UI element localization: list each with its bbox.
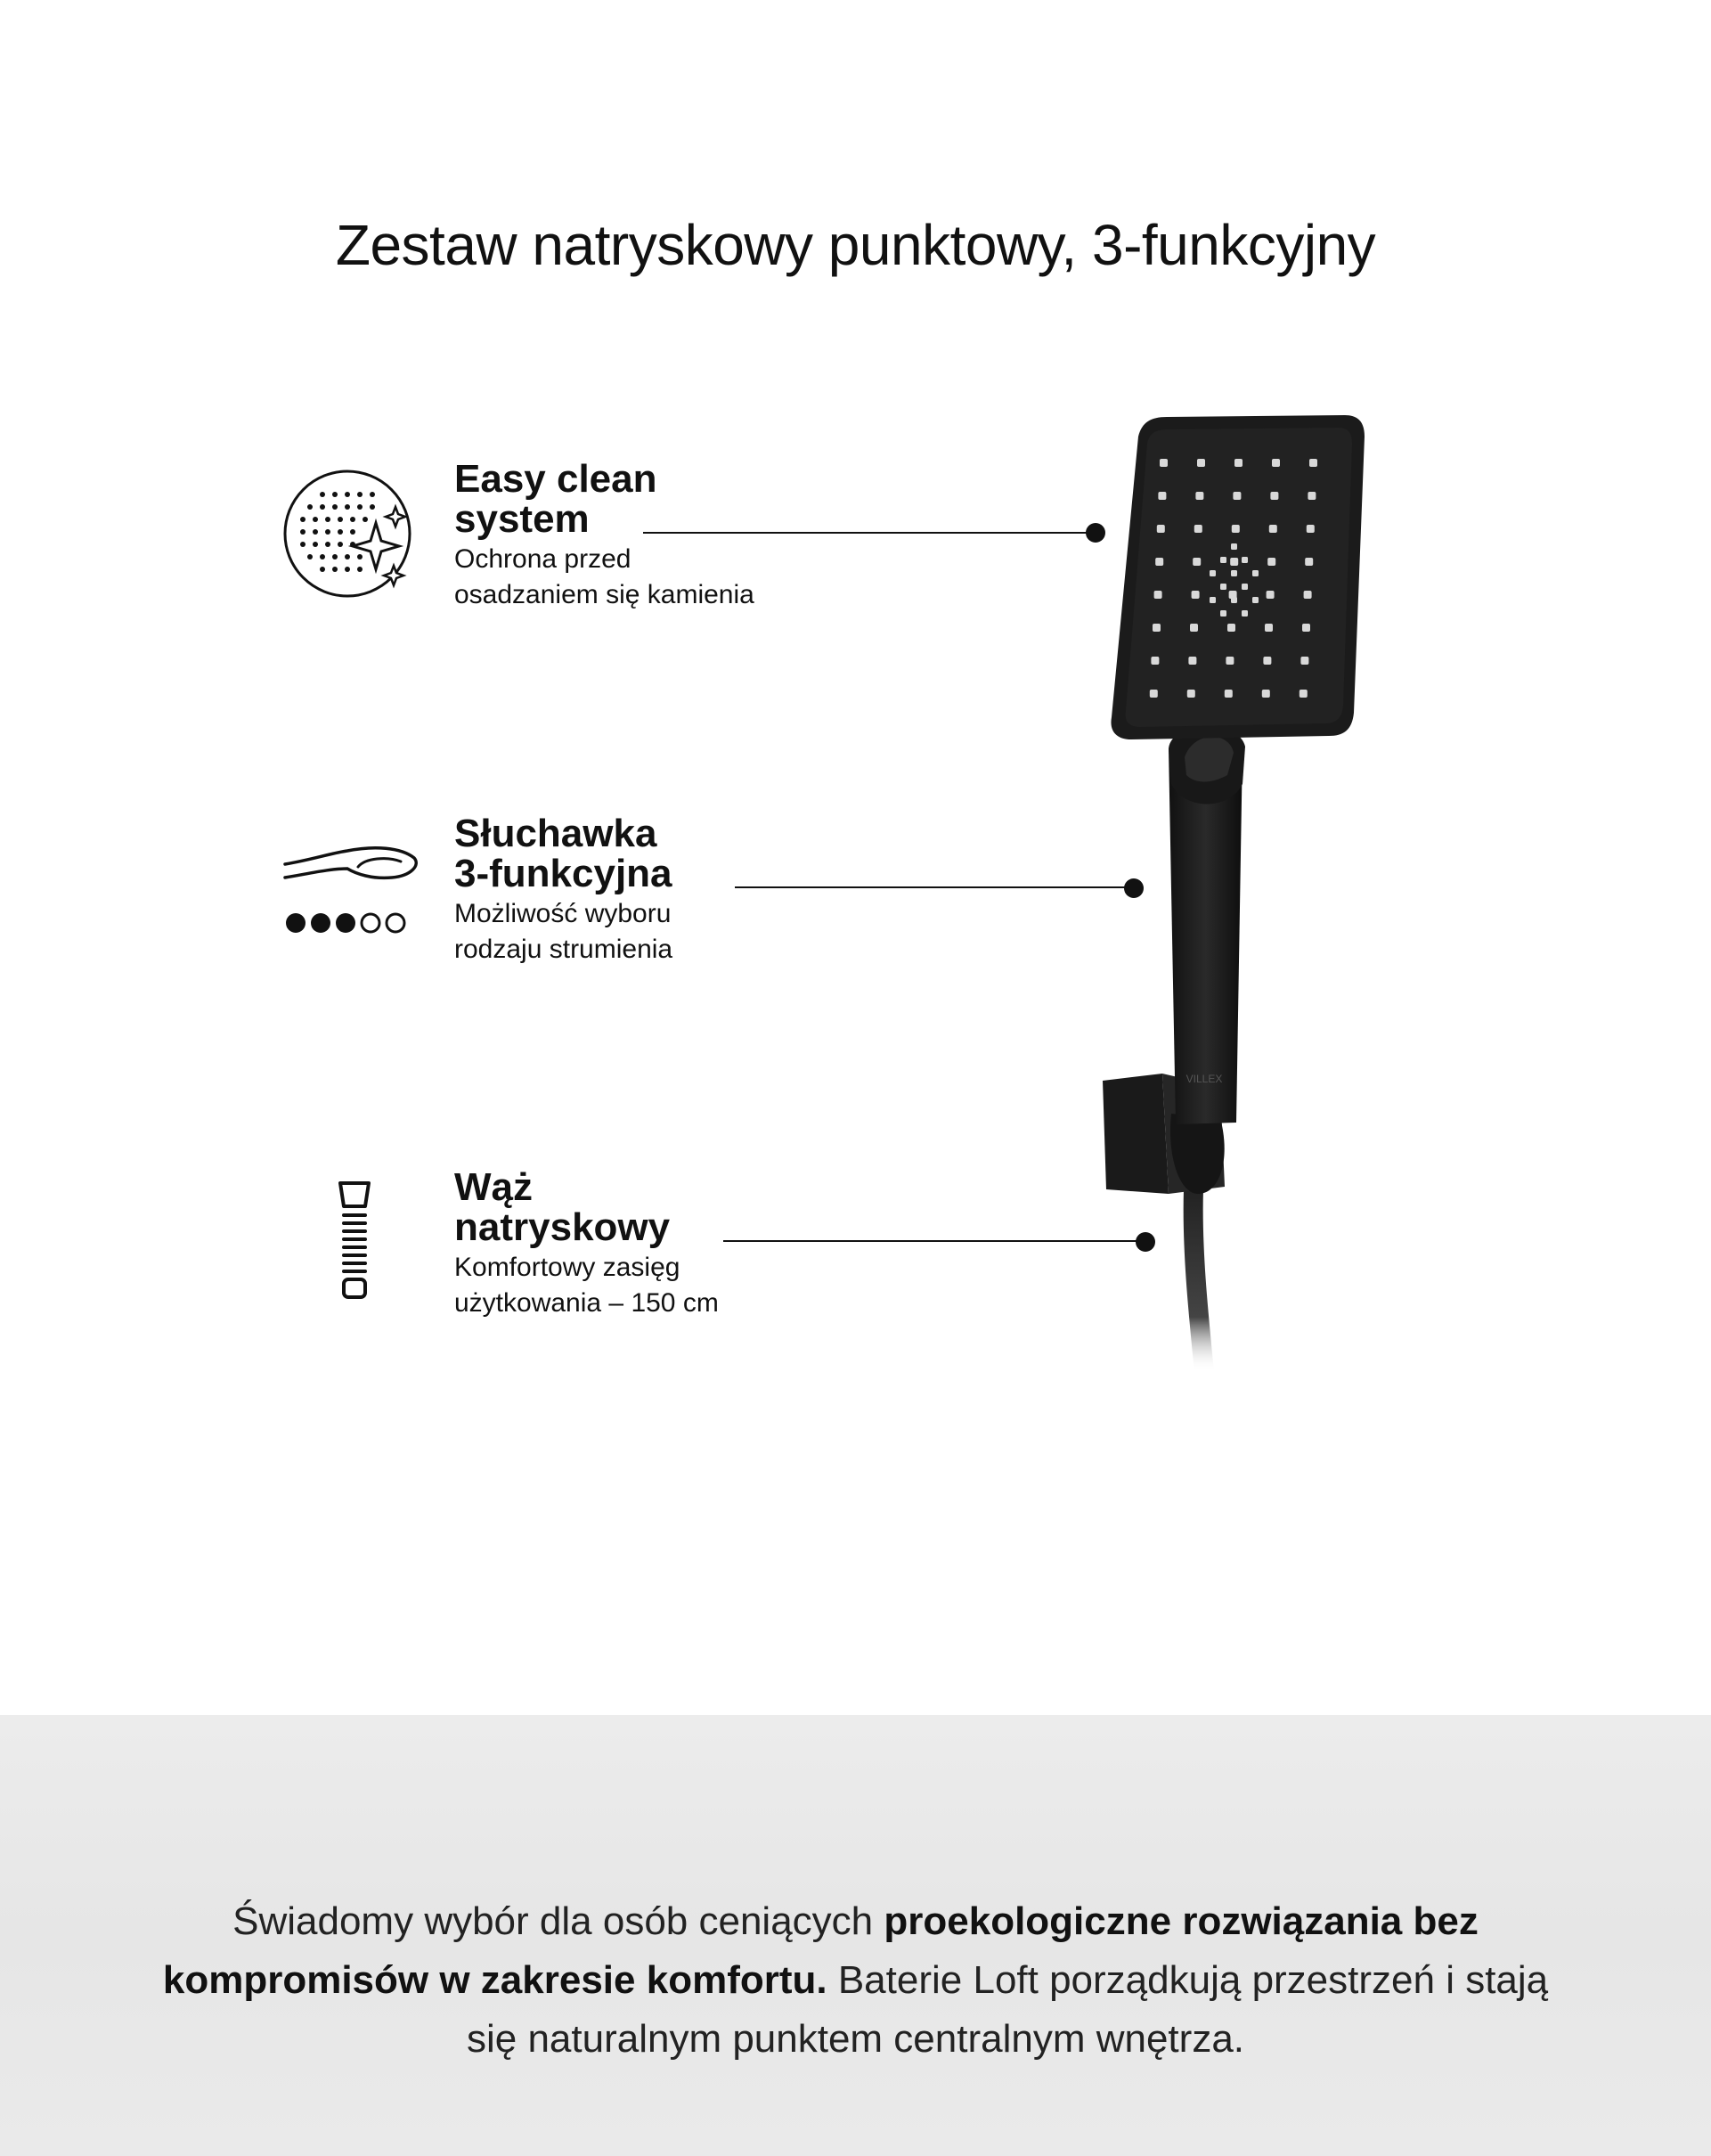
nozzle [1227, 624, 1235, 632]
feature-description [454, 896, 828, 968]
nozzle [1309, 459, 1317, 467]
feature-title-line: Słuchawka [454, 812, 657, 855]
nozzle [1233, 492, 1241, 500]
nozzle [1232, 525, 1240, 533]
nozzle [1188, 657, 1196, 665]
nozzle [1308, 492, 1316, 500]
nozzle [1220, 557, 1226, 563]
nozzle [1193, 558, 1201, 566]
nozzle [1210, 597, 1216, 603]
nozzle [1252, 597, 1259, 603]
tagline-paragraph [134, 1892, 1577, 2069]
nozzle [1267, 558, 1275, 566]
feature-description-line: Komfortowy zasięg [454, 1253, 680, 1282]
nozzle [1190, 624, 1198, 632]
nozzle [1269, 525, 1277, 533]
nozzle [1307, 525, 1315, 533]
feature-description-line: użytkowania – 150 cm [454, 1288, 719, 1318]
nozzle [1160, 459, 1168, 467]
feature-description-line: rodzaju strumienia [454, 935, 673, 964]
feature-description-line: osadzaniem się kamienia [454, 580, 754, 609]
feature-title [454, 1167, 739, 1247]
nozzle [1231, 597, 1237, 603]
tagline-text: Baterie Loft porządkują przestrzeń i stają się naturalnym punktem centralnym wnętrza. [466, 1958, 1549, 2061]
handshower-3-function-icon [276, 813, 419, 956]
feature-title [454, 813, 739, 894]
feature-title-line: 3-funkcyjna [454, 852, 672, 895]
nozzle [1225, 690, 1233, 698]
nozzle [1262, 690, 1270, 698]
nozzle [1197, 459, 1205, 467]
nozzle [1194, 525, 1202, 533]
leader-line-easy-clean [643, 532, 1094, 534]
nozzle [1220, 610, 1226, 617]
nozzle [1210, 570, 1216, 576]
nozzle [1231, 570, 1237, 576]
nozzle [1242, 557, 1248, 563]
nozzle [1300, 690, 1308, 698]
feature-title-line: natryskowy [454, 1205, 671, 1249]
nozzle [1270, 492, 1278, 500]
nozzle [1272, 459, 1280, 467]
easy-clean-nozzle-icon [276, 459, 419, 601]
nozzle [1155, 558, 1163, 566]
nozzle [1265, 624, 1273, 632]
feature-title [454, 459, 739, 539]
nozzle [1153, 624, 1161, 632]
nozzle [1302, 624, 1310, 632]
nozzle [1304, 591, 1312, 599]
feature-title-line: Wąż [454, 1165, 533, 1209]
handshower-product-image [1087, 410, 1389, 1399]
tagline-emphasis: proekologiczne rozwiązania bez kompromisów w zakresie komfortu. [162, 1899, 1479, 2002]
shower-hose-icon [276, 1167, 419, 1310]
nozzle [1263, 657, 1271, 665]
nozzle [1230, 558, 1238, 566]
feature-description [454, 1250, 828, 1321]
feature-title-line: Easy clean [454, 457, 657, 501]
nozzle [1305, 558, 1313, 566]
tagline-text: Świadomy wybór dla osób ceniących [232, 1899, 884, 1943]
nozzle [1234, 459, 1243, 467]
feature-description-line: Możliwość wyboru [454, 899, 672, 928]
nozzle [1231, 543, 1237, 550]
nozzle [1220, 584, 1226, 590]
nozzle [1242, 610, 1248, 617]
nozzle [1151, 657, 1159, 665]
nozzle [1150, 690, 1158, 698]
nozzle [1154, 591, 1162, 599]
nozzle [1226, 657, 1234, 665]
feature-hose [276, 1167, 1167, 1345]
feature-description-line: Ochrona przed [454, 544, 631, 574]
page-title: Zestaw natryskowy punktowy, 3-funkcyjny [335, 212, 1376, 277]
feature-handshower [276, 813, 1167, 992]
nozzle [1187, 690, 1195, 698]
nozzle [1267, 591, 1275, 599]
feature-easy-clean [276, 459, 1167, 637]
leader-line-hose [723, 1240, 1145, 1242]
brand-mark: VILLEX [1185, 1073, 1223, 1085]
feature-description [454, 542, 828, 613]
nozzle [1195, 492, 1203, 500]
nozzle [1252, 570, 1259, 576]
nozzle [1242, 584, 1248, 590]
feature-title-line: system [454, 497, 590, 541]
leader-line-handshower [735, 886, 1132, 888]
nozzle [1158, 492, 1166, 500]
nozzle [1192, 591, 1200, 599]
nozzle [1300, 657, 1308, 665]
nozzle [1157, 525, 1165, 533]
